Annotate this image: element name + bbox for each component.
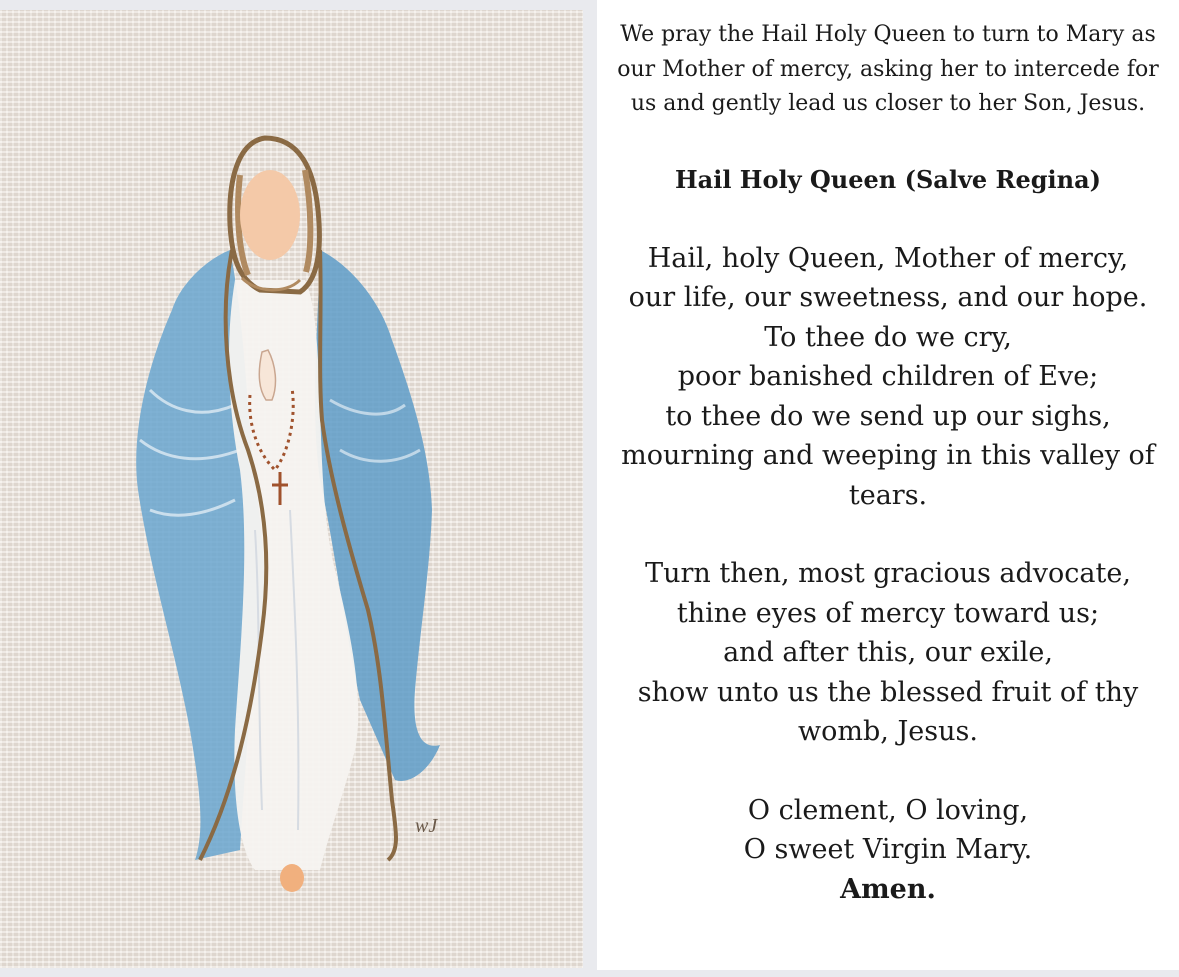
prayer-line: O clement, O loving, (747, 794, 1029, 826)
prayer-line: To thee do we cry, (764, 321, 1012, 353)
prayer-line: poor banished children of Eve; (677, 361, 1099, 392)
foot (280, 864, 304, 892)
intro-paragraph: We pray the Hail Holy Queen to turn to Mary as our Mother of mercy, asking her to intercede for us and gently lead us closer to her Son, Jesus. (617, 22, 1159, 116)
prayer-line: show unto us the blessed fruit of thy womb, Jesus. (637, 676, 1139, 747)
prayer-line: to thee do we send up our sighs, (665, 400, 1111, 432)
prayer-title: Hail Holy Queen (Salve Regina) (674, 164, 1101, 194)
stanza-3 (597, 791, 1179, 910)
prayer-line: Hail, holy Queen, Mother of mercy, (647, 242, 1129, 274)
madonna-watercolor-painting (0, 10, 583, 968)
prayer-line: thine eyes of mercy toward us; (676, 597, 1100, 629)
prayer-line: Turn then, most gracious advocate, (645, 558, 1131, 589)
stanza-1 (597, 239, 1179, 516)
virgin-mary-illustration (0, 10, 583, 968)
artist-signature: wJ (415, 815, 438, 837)
prayer-line: our life, our sweetness, and our hope. (628, 282, 1148, 313)
prayer-line: and after this, our exile, (723, 637, 1053, 668)
prayer-card (597, 0, 1179, 970)
face (240, 170, 300, 260)
stanza-2 (597, 554, 1179, 752)
amen-line: Amen. (840, 873, 936, 905)
prayer-line: mourning and weeping in this valley of tears. (621, 440, 1155, 511)
prayer-text-column (597, 18, 1179, 909)
prayer-line: O sweet Virgin Mary. (743, 834, 1033, 865)
